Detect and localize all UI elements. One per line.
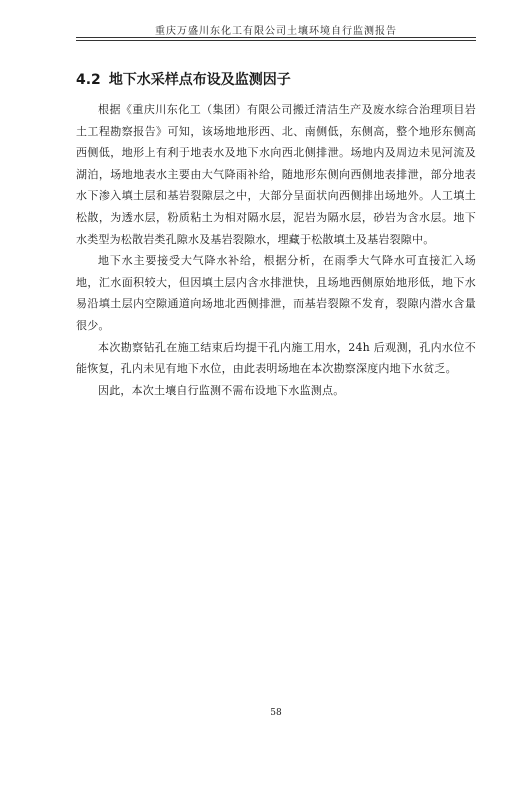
section-heading [76,69,476,89]
paragraph: 地下水主要接受大气降水补给，根据分析，在雨季大气降水可直接汇入场地，汇水面积较大，但因填土层内含水排泄快，且场地西侧原始地形低，地下水易沿填土层内空隙通道向场地北西侧排泄，而基岩裂隙不发育，裂隙内潜水含量很少。 [76,254,476,332]
section-title: 地下水采样点布设及监测因子 [108,72,291,88]
paragraph: 本次勘察钻孔在施工结束后均提干孔内施工用水，24h 后观测，孔内水位不能恢复，孔内未见有地下水位，由此表明场地在本次勘察深度内地下水贫乏。 [76,340,476,376]
header-rule [76,37,476,38]
page-number: 58 [270,708,282,718]
running-header: 重庆万盛川东化工有限公司土壤环境自行监测报告 [155,26,397,37]
paragraph: 因此，本次土壤自行监测不需布设地下水监测点。 [98,383,345,397]
paragraph: 根据《重庆川东化工（集团）有限公司搬迁清洁生产及废水综合治理项目岩土工程勘察报告》可知，该场地地形西、北、南侧低，东侧高，整个地形东侧高西侧低，地形上有利于地表水及地下水向西北侧排泄。场地内及周边未见河流及湖泊，场地地表水主要由大气降雨补给，随地形东侧向西侧地表排泄，部分地表水下渗入填土层和基岩裂隙层之中，大部分呈面状向西侧排出场地外。人工填土松散，为透水层，粉质粘土为相对隔水层，泥岩为隔水层，砂岩为含水层。地下水类型为松散岩类孔隙水及基岩裂隙水，埋藏于松散填土及基岩裂隙中。 [76,103,476,246]
body-text [76,99,476,401]
header-rule [76,40,476,41]
section-number: 4.2 [76,72,101,88]
